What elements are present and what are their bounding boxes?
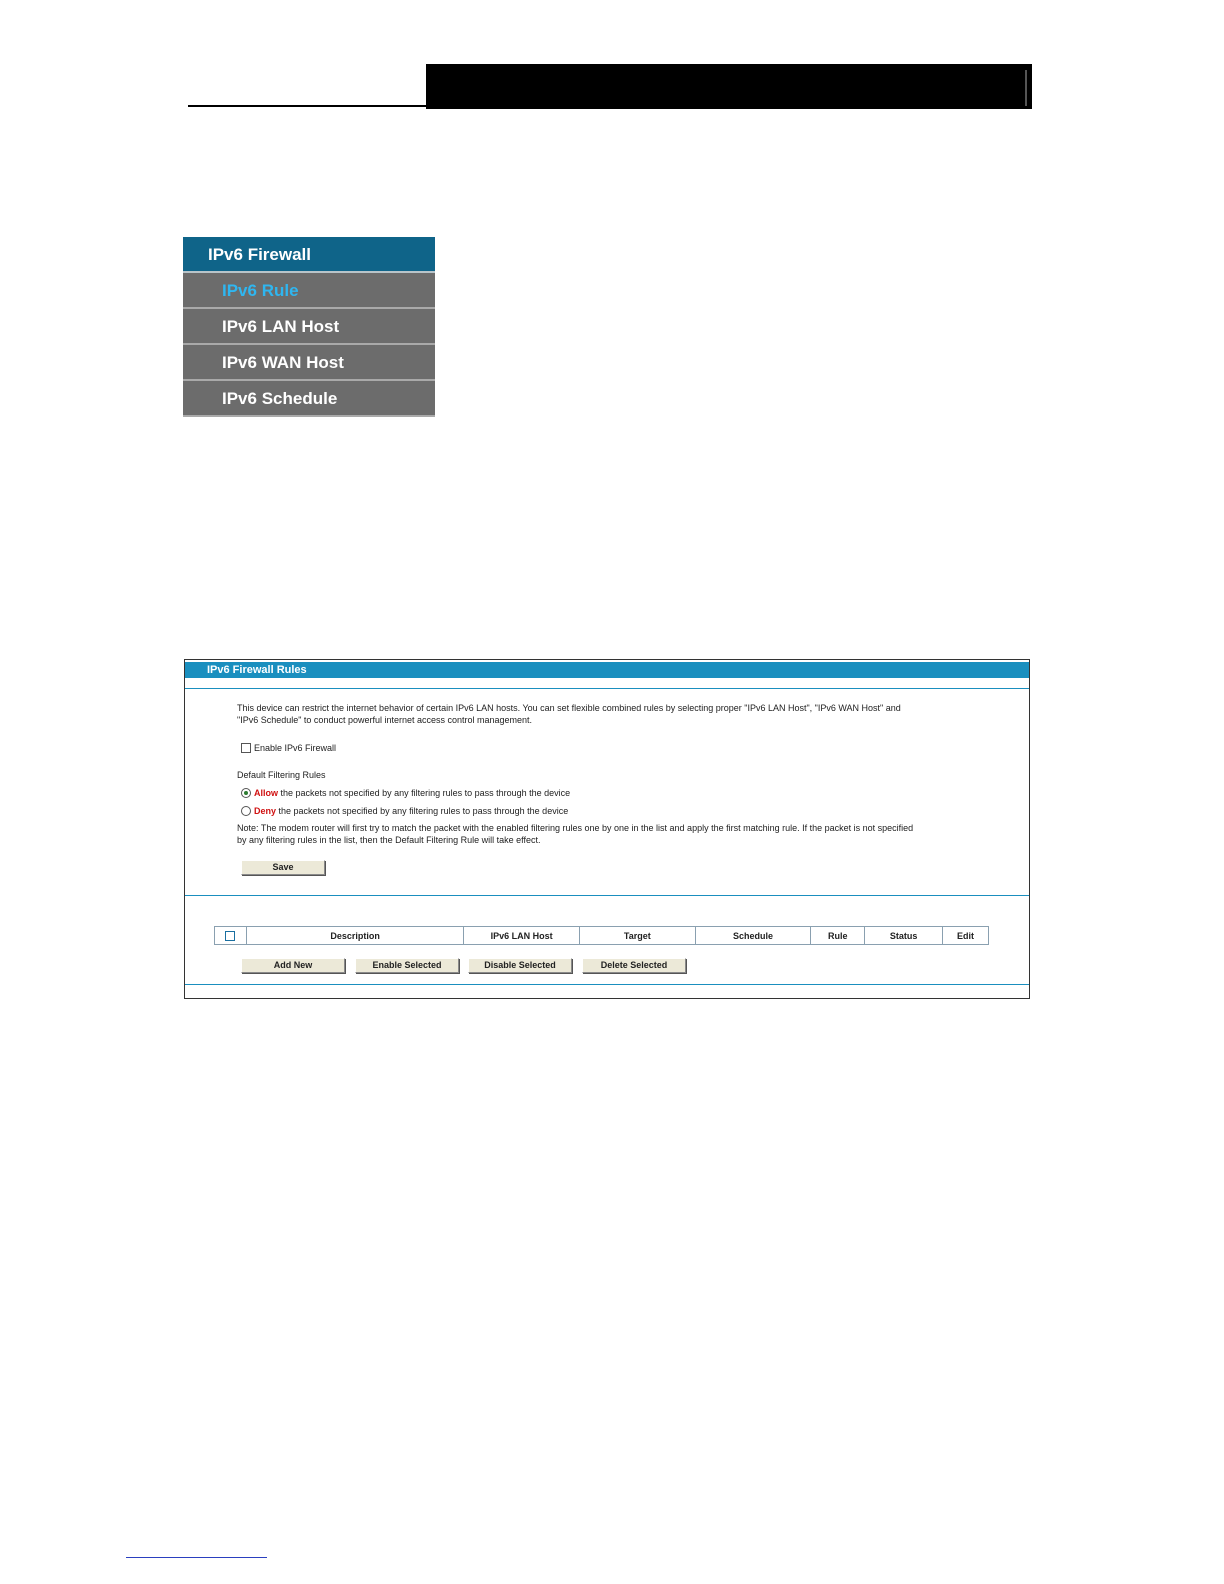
default-rules-label: Default Filtering Rules — [237, 770, 326, 780]
header-bar-edge — [1025, 70, 1027, 106]
col-target: Target — [579, 927, 695, 945]
save-button[interactable]: Save — [241, 860, 325, 875]
select-all-checkbox[interactable] — [225, 931, 235, 941]
allow-option-text — [254, 787, 570, 799]
menu-item-ipv6-lan-host[interactable]: IPv6 LAN Host — [183, 309, 435, 345]
enable-firewall-checkbox[interactable] — [241, 743, 251, 753]
disable-selected-button[interactable]: Disable Selected — [468, 958, 572, 973]
select-all-cell — [215, 927, 247, 945]
enable-selected-button[interactable]: Enable Selected — [355, 958, 459, 973]
enable-firewall-label: Enable IPv6 Firewall — [254, 743, 337, 753]
col-description: Description — [246, 927, 463, 945]
footer-link-underline — [126, 1557, 267, 1558]
delete-selected-button[interactable]: Delete Selected — [582, 958, 686, 973]
menu-item-ipv6-wan-host[interactable]: IPv6 WAN Host — [183, 345, 435, 381]
table-header-row — [215, 927, 989, 945]
panel-title: IPv6 Firewall Rules — [185, 662, 1029, 678]
firewall-rules-panel — [184, 659, 1030, 999]
menu-item-ipv6-schedule[interactable]: IPv6 Schedule — [183, 381, 435, 417]
deny-radio[interactable] — [241, 806, 251, 816]
note-text-line2: by any filtering rules in the list, then the Default Filtering Rule will take effect. — [237, 835, 541, 845]
intro-text-line1: This device can restrict the internet behavior of certain IPv6 LAN hosts. You can set flexible combined rules by selecting proper "IPv6 LAN Host", "IPv6 WAN Host" and — [237, 703, 901, 713]
rules-table — [214, 926, 989, 945]
col-schedule: Schedule — [695, 927, 811, 945]
allow-word: Allow — [254, 788, 278, 798]
col-edit: Edit — [943, 927, 989, 945]
panel-divider-bottom — [185, 984, 1029, 985]
col-lan-host: IPv6 LAN Host — [464, 927, 580, 945]
header-bar — [426, 64, 1032, 109]
allow-radio[interactable] — [241, 788, 251, 798]
deny-word: Deny — [254, 806, 277, 816]
menu-title[interactable]: IPv6 Firewall — [183, 237, 435, 273]
col-rule: Rule — [811, 927, 865, 945]
intro-text-line2: "IPv6 Schedule" to conduct powerful internet access control management. — [237, 715, 533, 725]
col-status: Status — [865, 927, 943, 945]
panel-divider-top — [185, 688, 1029, 689]
note-text-line1: Note: The modem router will first try to match the packet with the enabled filtering rules one by one in the list and apply the first matching rule. If the packet is not specified — [237, 823, 914, 833]
add-new-button[interactable]: Add New — [241, 958, 345, 973]
ipv6-firewall-menu — [183, 237, 435, 417]
allow-rest: the packets not specified by any filtering rules to pass through the device — [280, 788, 571, 798]
panel-divider-middle — [185, 895, 1029, 896]
menu-item-ipv6-rule[interactable]: IPv6 Rule — [183, 273, 435, 309]
header-rule — [188, 105, 428, 107]
deny-option-text — [254, 805, 568, 817]
deny-rest: the packets not specified by any filtering rules to pass through the device — [278, 806, 569, 816]
